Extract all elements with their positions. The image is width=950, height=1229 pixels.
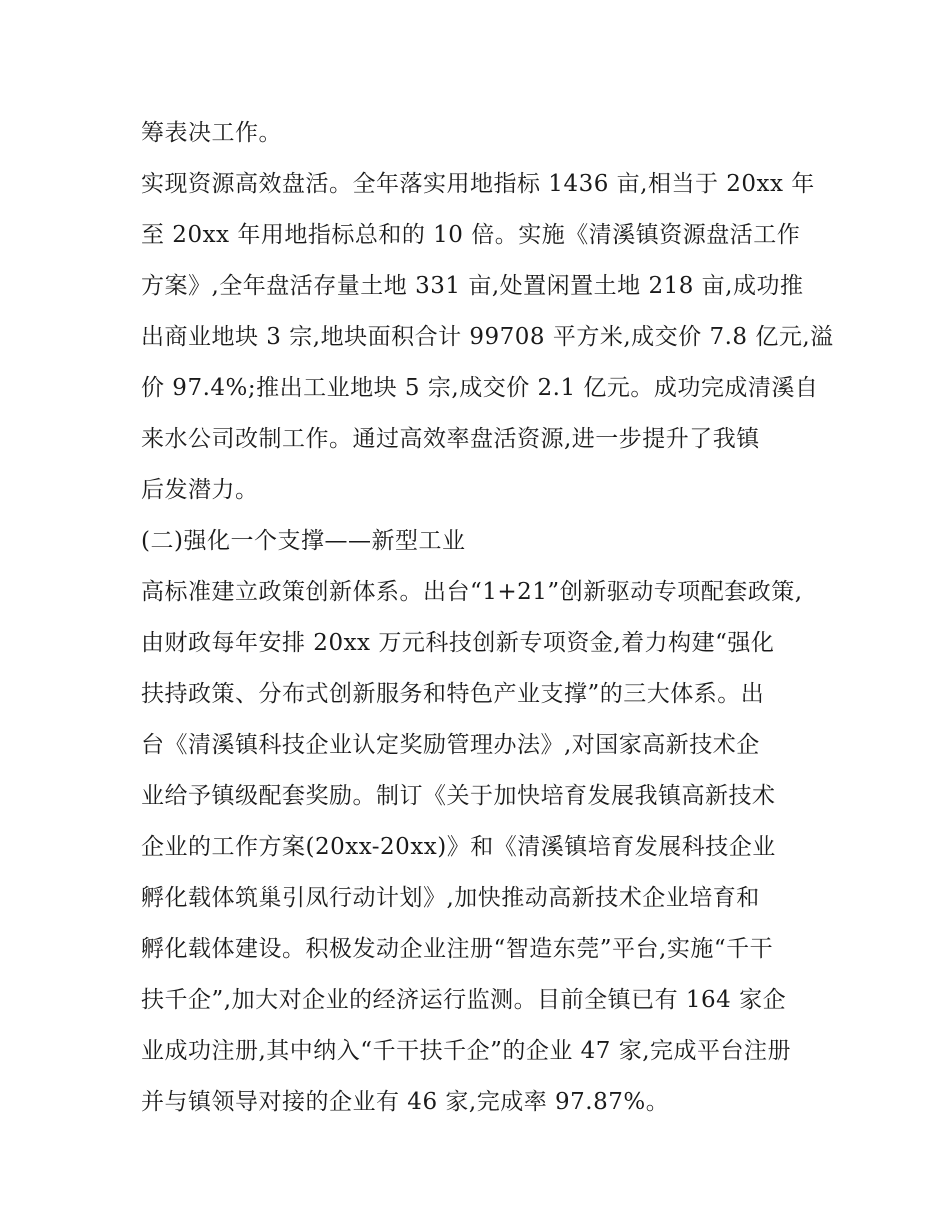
text-line: 高标准建立政策创新体系。出台“1+21”创新驱动专项配套政策, [141, 579, 803, 605]
text-line: 业成功注册,其中纳入“千干扶千企”的企业 47 家,完成平台注册 [141, 1038, 792, 1064]
text-line: 企业的工作方案(20xx-20xx)》和《清溪镇培育发展科技企业 [141, 834, 776, 860]
text-line: 筹表决工作。 [141, 120, 282, 146]
text-line: 孵化载体筑巢引凤行动计划》,加快推动高新技术企业培育和 [141, 885, 760, 911]
text-line: 来水公司改制工作。通过高效率盘活资源,进一步提升了我镇 [141, 426, 760, 452]
text-line: 孵化载体建设。积极发动企业注册“智造东莞”平台,实施“千干 [141, 936, 774, 962]
text-line: 出商业地块 3 宗,地块面积合计 99708 平方米,成交价 7.8 亿元,溢 [141, 324, 834, 350]
text-line: 实现资源高效盘活。全年落实用地指标 1436 亩,相当于 20xx 年 [141, 171, 815, 197]
section-heading: (二)强化一个支撑——新型工业 [141, 528, 466, 554]
text-line: 业给予镇级配套奖励。制订《关于加快培育发展我镇高新技术 [141, 783, 776, 809]
document-body [141, 108, 834, 1128]
text-line: 台《清溪镇科技企业认定奖励管理办法》,对国家高新技术企 [141, 732, 760, 758]
text-line: 并与镇领导对接的企业有 46 家,完成率 97.87%。 [141, 1089, 670, 1115]
text-line: 价 97.4%;推出工业地块 5 宗,成交价 2.1 亿元。成功完成清溪自 [141, 375, 819, 401]
text-line: 扶千企”,加大对企业的经济运行监测。目前全镇已有 164 家企 [141, 987, 787, 1013]
text-line: 方案》,全年盘活存量土地 331 亩,处置闲置土地 218 亩,成功推 [141, 273, 804, 299]
text-line: 扶持政策、分布式创新服务和特色产业支撑”的三大体系。出 [141, 681, 765, 707]
text-line: 后发潜力。 [141, 477, 259, 503]
text-line: 至 20xx 年用地指标总和的 10 倍。实施《清溪镇资源盘活工作 [141, 222, 801, 248]
text-line: 由财政每年安排 20xx 万元科技创新专项资金,着力构建“强化 [141, 630, 775, 656]
